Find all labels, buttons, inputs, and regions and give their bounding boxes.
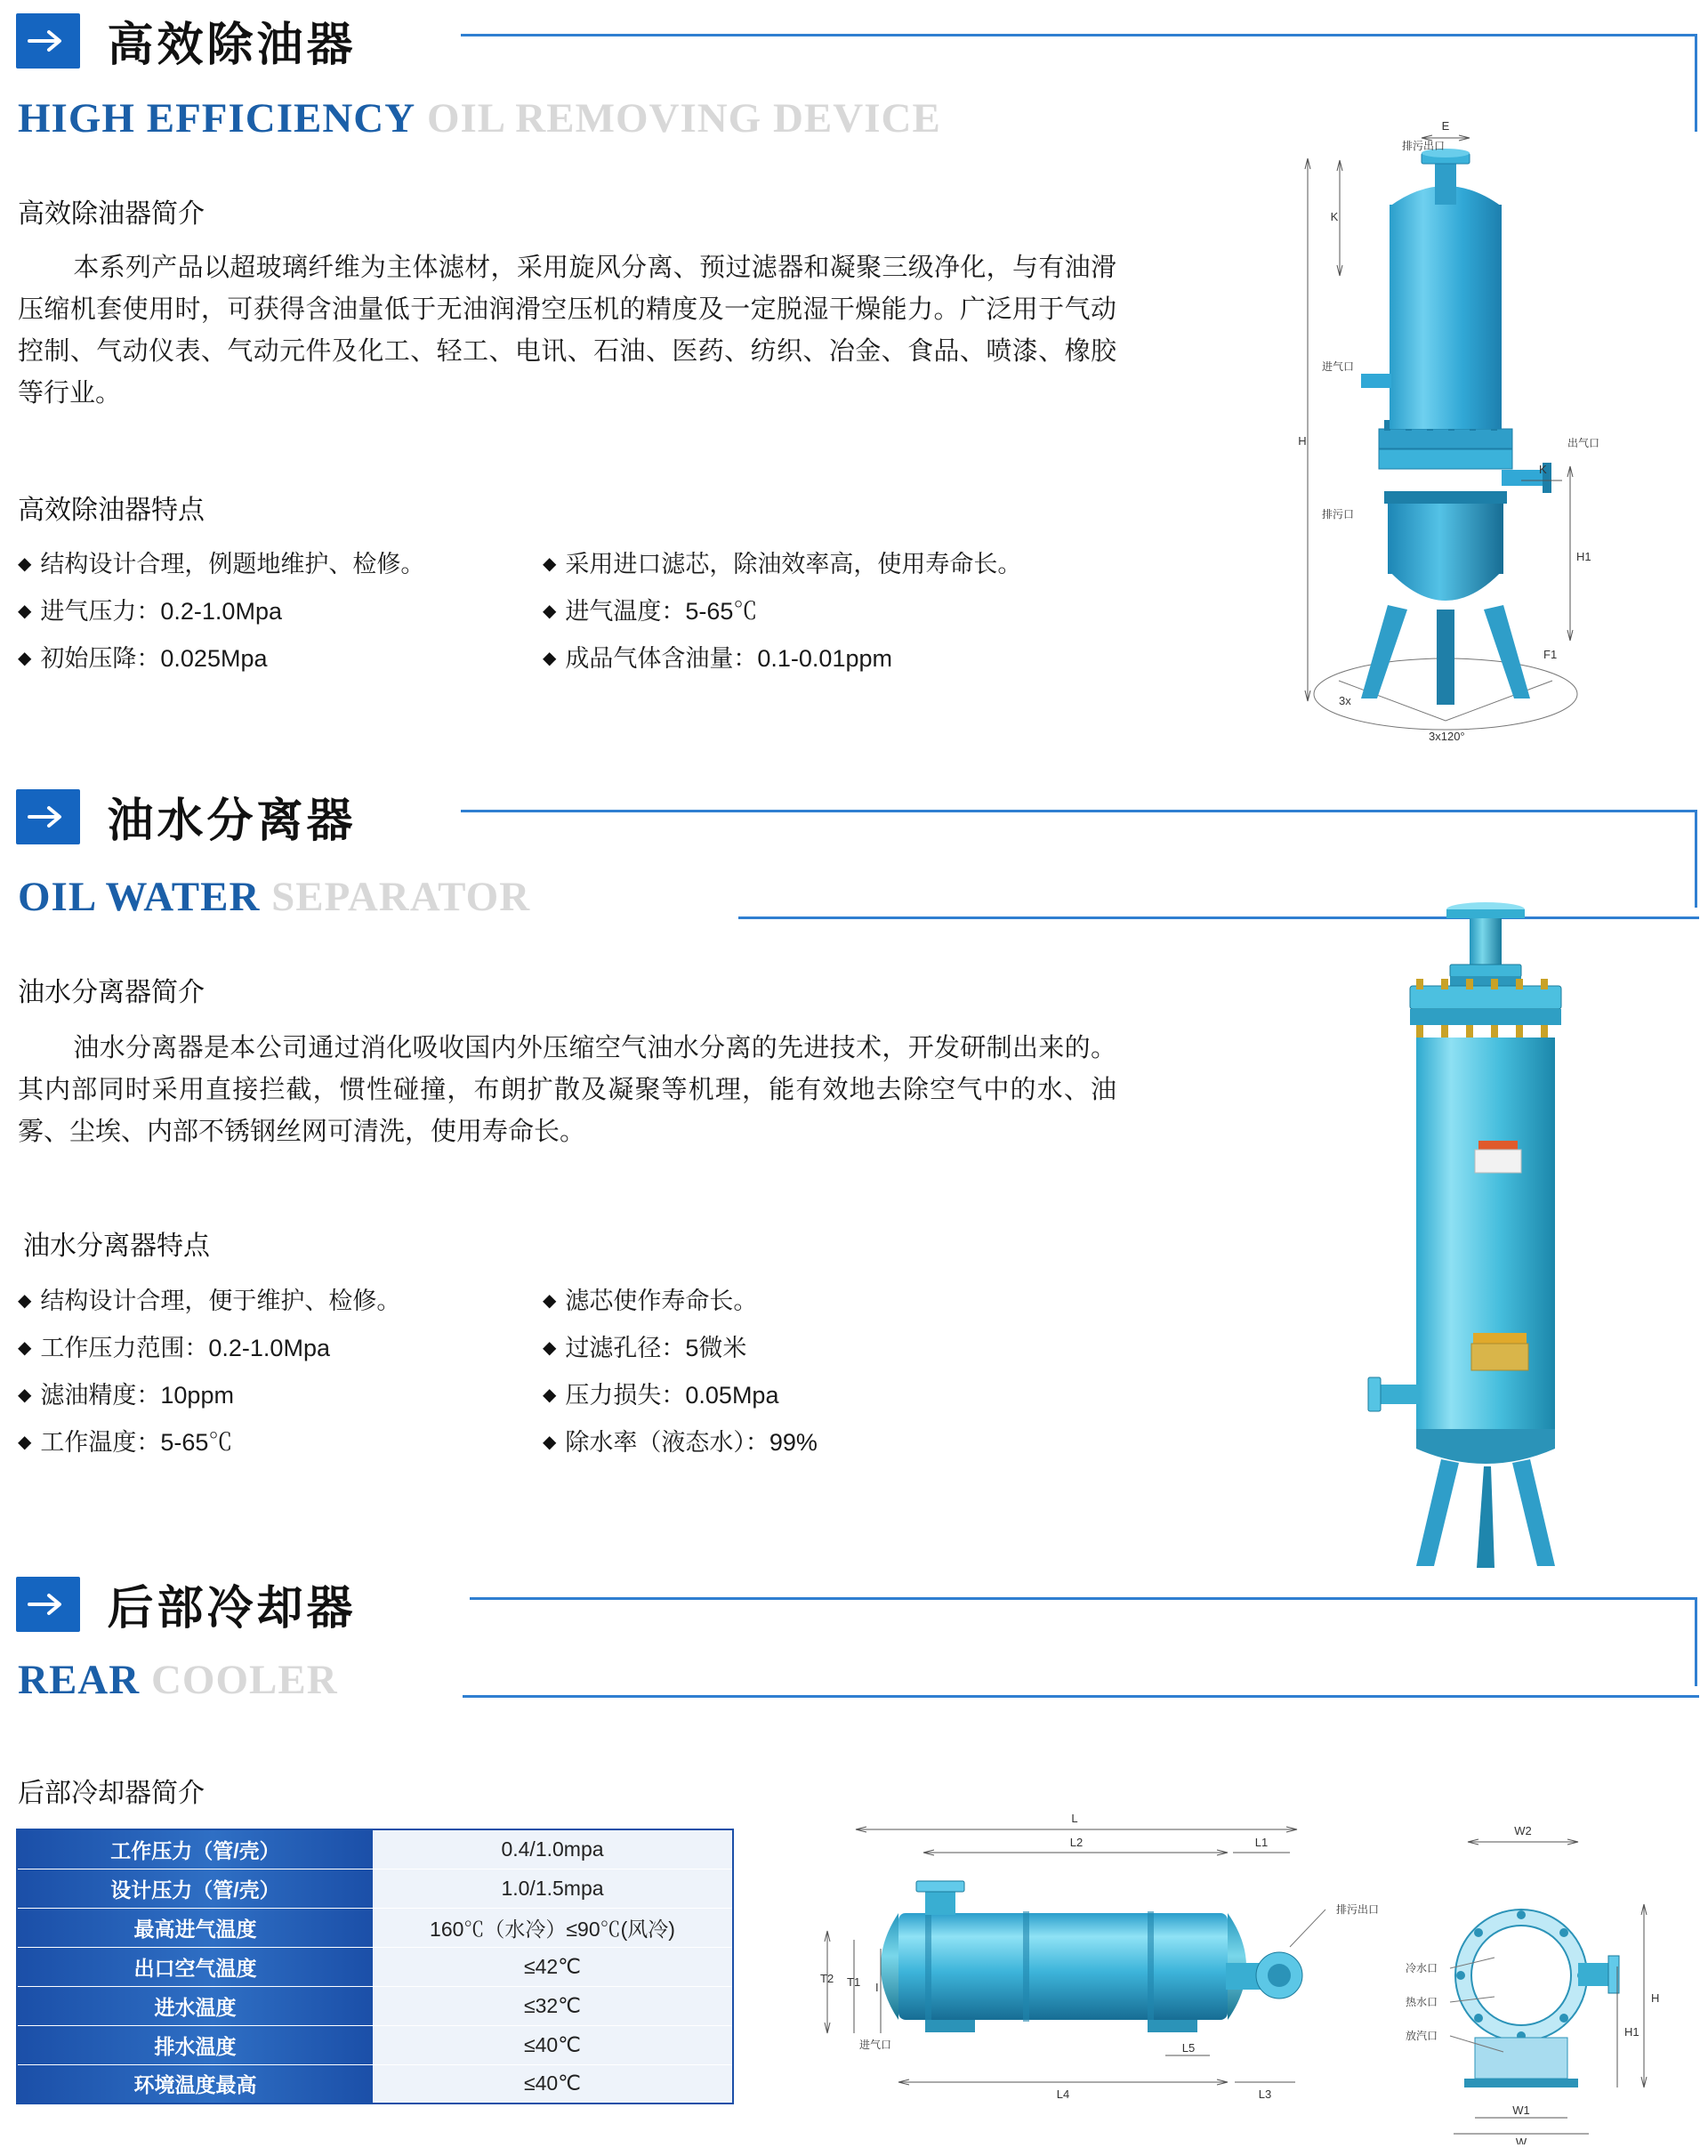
header-rule [461, 810, 1697, 812]
feature-item [543, 639, 1112, 674]
svg-text:W1: W1 [1512, 2104, 1530, 2117]
table-row [17, 2025, 733, 2064]
intro-body: 油水分离器是本公司通过消化吸收国内外压缩空气油水分离的先进技术，开发研制出来的。其内部同时采用直接拦截，惯性碰撞，布朗扩散及凝聚等机理，能有效地去除空气中的水、油雾、尘埃、内部不锈钢丝网可清洗，使用寿命长。 [18, 1034, 1116, 1146]
features-list-oil-removing [18, 545, 1112, 674]
svg-text:T1: T1 [847, 1975, 861, 1989]
table-cell-value: 160℃（水冷）≤90℃(风冷) [373, 1908, 733, 1947]
svg-text:K: K [1539, 463, 1547, 476]
table-cell-key: 进水温度 [17, 1986, 373, 2025]
svg-text:H1: H1 [1576, 550, 1591, 563]
svg-text:I: I [875, 1981, 879, 1994]
diamond-bullet-icon: ◆ [543, 1291, 557, 1311]
feature-item [18, 1376, 543, 1410]
feature-item [543, 1328, 1112, 1363]
table-cell-value: 1.0/1.5mpa [373, 1869, 733, 1908]
table-cell-value: ≤32℃ [373, 1986, 733, 2025]
intro-text-oil-water [18, 1028, 1116, 1153]
intro-text-oil-removing [18, 247, 1116, 415]
feature-text: 工作压力范围：0.2-1.0Mpa [40, 1335, 330, 1361]
table-cell-value: ≤40℃ [373, 2064, 733, 2104]
svg-text:L3: L3 [1258, 2087, 1272, 2101]
diamond-bullet-icon: ◆ [18, 1338, 32, 1358]
feature-text: 滤油精度：10ppm [40, 1382, 234, 1409]
svg-text:T2: T2 [820, 1972, 834, 1985]
feature-item [543, 592, 1112, 626]
diamond-bullet-icon: ◆ [543, 1385, 557, 1405]
svg-text:排污口: 排污口 [1321, 508, 1354, 521]
svg-text:L2: L2 [1069, 1836, 1084, 1849]
section-header-rear-cooler [16, 1571, 1697, 1637]
intro-heading-oil-removing: 高效除油器简介 [18, 199, 205, 229]
table-cell-value: ≤40℃ [373, 2025, 733, 2064]
svg-text:进气口: 进气口 [858, 2039, 891, 2051]
svg-text:W2: W2 [1514, 1824, 1532, 1837]
diamond-bullet-icon: ◆ [18, 1291, 32, 1311]
feature-text: 结构设计合理，便于维护、检修。 [40, 1288, 401, 1314]
arrow-icon [16, 13, 80, 69]
diamond-bullet-icon: ◆ [18, 1433, 32, 1452]
header-rule [461, 34, 1697, 36]
svg-text:W: W [1515, 2136, 1527, 2144]
section-title-en-ghost: OIL REMOVING DEVICE [426, 95, 941, 141]
diamond-bullet-icon: ◆ [18, 649, 32, 668]
arrow-icon [16, 1577, 80, 1632]
feature-item [543, 1423, 1112, 1458]
arrow-icon [16, 789, 80, 844]
section-title-cn: 高效除油器 [107, 20, 357, 71]
table-cell-key: 出口空气温度 [17, 1947, 373, 1986]
feature-text: 工作温度：5-65℃ [40, 1429, 233, 1456]
feature-item [18, 545, 543, 579]
header-rule-vertical [1695, 810, 1697, 908]
section-header-oil-removing [16, 7, 1697, 74]
svg-text:H1: H1 [1624, 2025, 1640, 2039]
section-title-en-ghost: COOLER [150, 1657, 338, 1703]
diamond-bullet-icon: ◆ [18, 554, 32, 574]
feature-text: 初始压降：0.025Mpa [40, 645, 268, 672]
feature-text: 采用进口滤芯，除油效率高，使用寿命长。 [565, 551, 1022, 577]
section-title-cn: 后部冷却器 [107, 1583, 357, 1635]
feature-text: 进气温度：5-65℃ [565, 598, 758, 625]
feature-item [18, 1281, 543, 1316]
table-row [17, 1869, 733, 1908]
diamond-bullet-icon: ◆ [18, 602, 32, 621]
svg-text:进气口: 进气口 [1321, 360, 1354, 373]
section-title-en [18, 94, 941, 142]
svg-text:出气口: 出气口 [1567, 437, 1600, 449]
svg-text:3x120°: 3x120° [1429, 730, 1465, 743]
feature-text: 进气压力：0.2-1.0Mpa [40, 598, 282, 625]
svg-text:热水口: 热水口 [1406, 1996, 1438, 2008]
feature-text: 压力损失：0.05Mpa [565, 1382, 779, 1409]
feature-text: 过滤孔径：5微米 [565, 1335, 747, 1361]
table-cell-key: 设计压力（管/壳） [17, 1869, 373, 1908]
feature-text: 结构设计合理，例题地维护、检修。 [40, 551, 425, 577]
section-title-en-strong: HIGH EFFICIENCY [18, 95, 416, 141]
header-rule-vertical [1695, 34, 1697, 132]
feature-text: 除水率（液态水）：99% [565, 1429, 818, 1456]
section-title-en-2 [18, 873, 530, 921]
rear-cooler-drawing [792, 1797, 1699, 2144]
diamond-bullet-icon: ◆ [543, 1433, 557, 1452]
features-heading-oil-removing: 高效除油器特点 [18, 496, 205, 525]
feature-item [543, 1376, 1112, 1410]
feature-text: 滤芯使作寿命长。 [565, 1288, 758, 1314]
svg-text:L4: L4 [1056, 2087, 1070, 2101]
table-row [17, 2064, 733, 2104]
svg-text:排污出口: 排污出口 [1401, 140, 1446, 152]
feature-text: 成品气体含油量：0.1-0.01ppm [565, 645, 892, 672]
table-cell-key: 最高进气温度 [17, 1908, 373, 1947]
diamond-bullet-icon: ◆ [18, 1385, 32, 1405]
table-cell-key: 工作压力（管/壳） [17, 1829, 373, 1869]
table-cell-key: 环境温度最高 [17, 2064, 373, 2104]
header-rule-vertical [1695, 1597, 1697, 1686]
intro-body: 本系列产品以超玻璃纤维为主体滤材，采用旋风分离、预过滤器和凝聚三级净化，与有油滑压缩机套使用时，可获得含油量低于无油润滑空压机的精度及一定脱湿干燥能力。广泛用于气动控制、气动仪表、气动元件及化工、轻工、电讯、石油、医药、纺织、冶金、食品、喷漆、橡胶等行业。 [18, 254, 1116, 408]
table-row [17, 1908, 733, 1947]
svg-text:排污出口: 排污出口 [1336, 1903, 1380, 1916]
svg-text:K: K [1330, 210, 1339, 223]
diamond-bullet-icon: ◆ [543, 649, 557, 668]
table-cell-value: 0.4/1.0mpa [373, 1829, 733, 1869]
rear-cooler-spec-table [16, 1829, 734, 2104]
svg-text:3x: 3x [1339, 694, 1351, 707]
feature-item [18, 1423, 543, 1458]
svg-text:H: H [1298, 434, 1307, 448]
feature-item [18, 1328, 543, 1363]
table-row [17, 1829, 733, 1869]
section-title-en-strong: REAR [18, 1657, 141, 1703]
svg-text:放汽口: 放汽口 [1406, 2030, 1438, 2042]
svg-text:L: L [1071, 1812, 1078, 1825]
feature-item [543, 1281, 1112, 1316]
svg-text:F1: F1 [1543, 648, 1558, 661]
oil-removing-device-drawing [1254, 107, 1690, 783]
header-rule [470, 1597, 1697, 1600]
svg-text:L1: L1 [1254, 1836, 1269, 1849]
intro-heading-oil-water: 油水分离器简介 [18, 978, 205, 1007]
table-cell-value: ≤42℃ [373, 1947, 733, 1986]
section-title-en-strong: OIL WATER [18, 874, 261, 920]
section-title-en-3 [18, 1656, 338, 1704]
features-list-oil-water [18, 1281, 1112, 1458]
section-title-cn: 油水分离器 [107, 795, 357, 847]
feature-item [18, 592, 543, 626]
table-cell-key: 排水温度 [17, 2025, 373, 2064]
svg-text:H: H [1651, 1991, 1660, 2005]
table-row [17, 1947, 733, 1986]
section-header-oil-water [16, 783, 1697, 850]
diamond-bullet-icon: ◆ [543, 1338, 557, 1358]
svg-text:L5: L5 [1181, 2041, 1196, 2055]
diamond-bullet-icon: ◆ [543, 602, 557, 621]
table-row [17, 1986, 733, 2025]
oil-water-separator-photo [1317, 890, 1655, 1584]
diamond-bullet-icon: ◆ [543, 554, 557, 574]
header-rule-3 [463, 1695, 1699, 1698]
svg-text:冷水口: 冷水口 [1406, 1962, 1438, 1974]
feature-item [543, 545, 1112, 579]
features-heading-oil-water: 油水分离器特点 [23, 1231, 210, 1261]
section-title-en-ghost: SEPARATOR [271, 874, 531, 920]
svg-text:E: E [1441, 119, 1450, 133]
feature-item [18, 639, 543, 674]
intro-heading-rear-cooler: 后部冷却器简介 [18, 1779, 205, 1808]
